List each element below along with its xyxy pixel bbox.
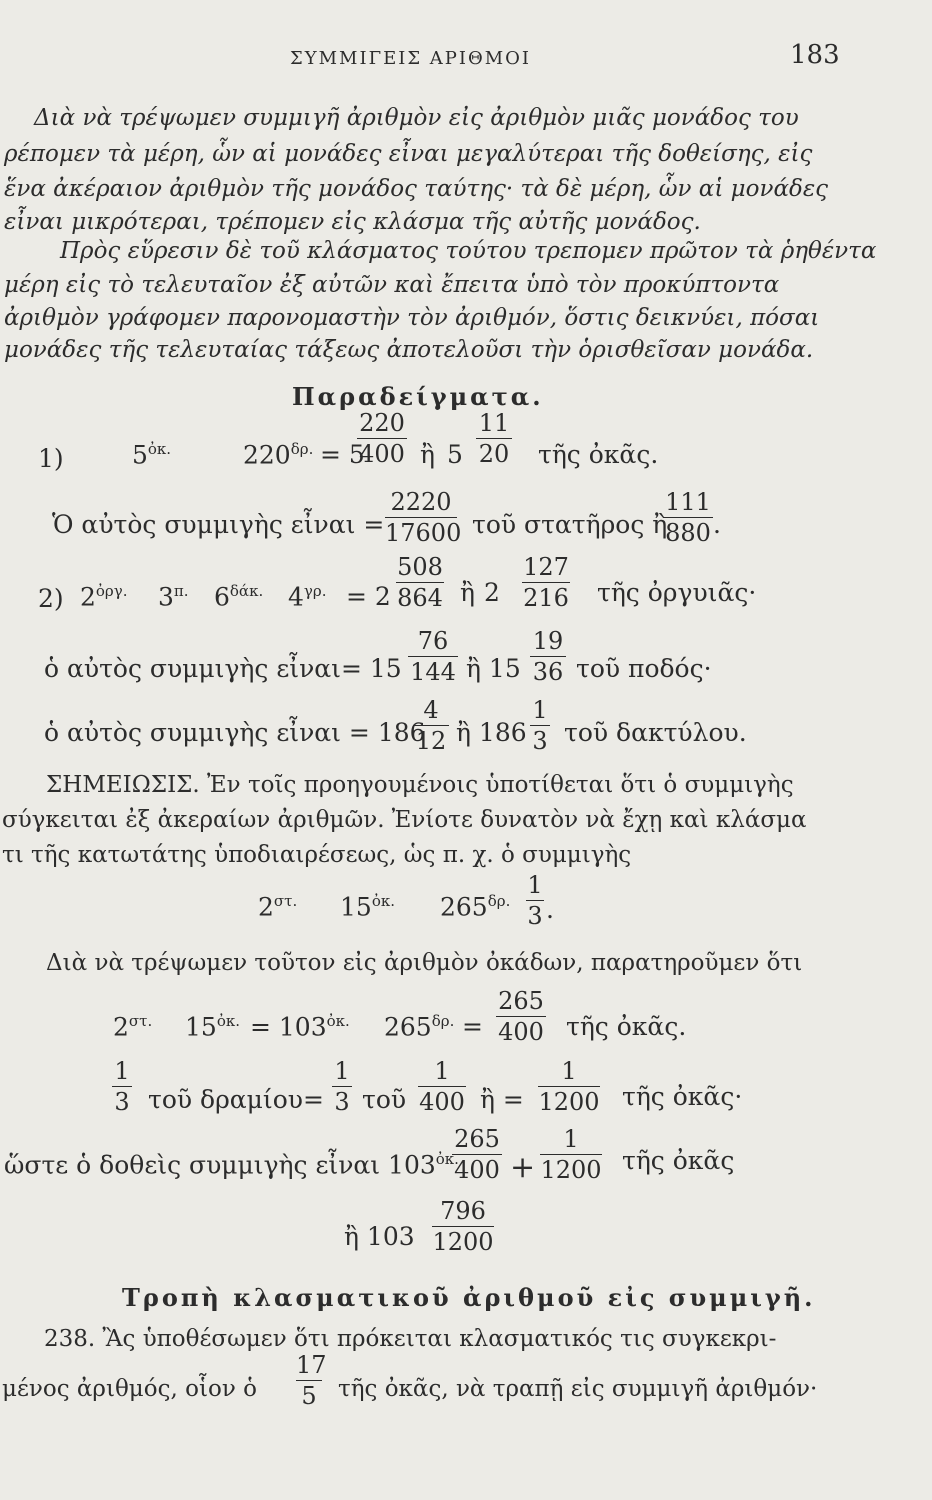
fraction: 76 144 — [408, 628, 458, 686]
text: τοῦ — [362, 1085, 407, 1114]
fraction: 111 880 — [663, 489, 713, 547]
equals-whole: = 2 — [346, 582, 391, 611]
fraction: 1 1200 — [540, 1125, 602, 1185]
text-line: εἶναι μικρότεραι, τρέπομεν εἰς κλάσμα τῆς αὐτῆς μονάδος. — [4, 209, 701, 235]
unit-text: τῆς ὀργυιᾶς· — [597, 578, 757, 607]
fraction: 1 3 — [332, 1058, 352, 1116]
unit-text: τοῦ δακτύλου. — [564, 718, 747, 747]
text: τοῦ δραμίου= — [148, 1085, 324, 1114]
plus-sign: + — [510, 1150, 536, 1185]
or: ἢ — [460, 578, 475, 607]
text-line: Διὰ νὰ τρέψωμεν συμμιγῆ ἀριθμὸν εἰς ἀριθμὸν μιᾶς μονάδος του — [34, 105, 799, 131]
whole-number: 5 — [447, 440, 463, 469]
fraction: 220 400 — [357, 410, 407, 468]
fraction: 1 3 — [527, 871, 543, 931]
fraction: 265 400 — [452, 1126, 502, 1184]
measure: $4^{\gamma\rho.}$ — [288, 582, 327, 612]
text-line: μέρη εἰς τὸ τελευταῖον ἐξ αὐτῶν καὶ ἔπειτα ὑπὸ τὸν προκύπτοντα — [4, 272, 780, 298]
unit-text: τῆς ὀκᾶς — [622, 1146, 735, 1175]
measure: $2^{\sigma\tau.}$ — [113, 1012, 153, 1042]
fraction: 1 1200 — [538, 1057, 600, 1117]
or-whole: ἢ 15 — [466, 654, 521, 683]
text-line: μονάδες τῆς τελευταίας τάξεως ἀποτελοῦσι τὴν ὁρισθεῖσαν μονάδα. — [4, 337, 814, 363]
text-line: ἀριθμὸν γράφομεν παρονομαστὴν τὸν ἀριθμόν, ὅστις δεικνύει, πόσαι — [4, 305, 820, 331]
measure: $15^{ὀ\kappa.}$ — [185, 1012, 240, 1042]
whole-number: 2 — [484, 578, 500, 607]
page-number: 183 — [790, 40, 840, 70]
fraction: 19 36 — [530, 628, 566, 686]
text-line: ἕνα ἀκέραιον ἀριθμὸν τῆς μονάδος ταύτης· τὰ δὲ μέρη, ὧν αἱ μονάδες — [4, 176, 829, 202]
text-line: Διὰ νὰ τρέψωμεν τοῦτον εἰς ἀριθμὸν ὀκάδων, παρατηροῦμεν ὅτι — [46, 950, 803, 976]
text-line: σύγκειται ἐξ ἀκεραίων ἀριθμῶν. Ἐνίοτε δυνατὸν νὰ ἔχῃ καὶ κλάσμα — [2, 807, 807, 833]
example-label: 2) — [38, 584, 64, 613]
measure: $3^{\pi.}$ — [158, 582, 189, 612]
measure: $2^{ὀ\rho\gamma.}$ — [80, 582, 128, 612]
section-heading: Τροπὴ κλασματικοῦ ἀριθμοῦ εἰς συμμιγῆ. — [122, 1283, 816, 1312]
fraction: 2220 17600 — [385, 488, 462, 548]
measure-drams: $220^{\delta\rho.}$ — [243, 440, 314, 470]
fraction: 127 216 — [523, 553, 569, 613]
text-line: μένος ἀριθμός, οἷον ὁ — [2, 1376, 257, 1402]
fraction: 1 400 — [419, 1057, 465, 1117]
measure: $265^{\delta\rho.}$ — [440, 892, 511, 922]
or-whole: ἢ 103 — [344, 1222, 415, 1251]
or-whole: ἢ 186 — [456, 718, 527, 747]
fraction: 265 400 — [496, 988, 546, 1046]
fraction: 1 3 — [112, 1058, 132, 1116]
measure: = $103^{ὀ\kappa.}$ — [250, 1012, 350, 1042]
unit-text: τῆς ὀκᾶς. — [538, 440, 659, 469]
fraction: 508 864 — [397, 553, 443, 613]
running-title: ΣΥΜΜΙΓΕΙΣ ΑΡΙΘΜΟΙ — [290, 48, 532, 69]
text-line: ρέπομεν τὰ μέρη, ὧν αἱ μονάδες εἶναι μεγαλύτεραι τῆς δοθείσης, εἰς — [4, 141, 813, 167]
text-line: ΣΗΜΕΙΩΣΙΣ. Ἐν τοῖς προηγουμένοις ὑποτίθεται ὅτι ὁ συμμιγὴς — [46, 772, 794, 798]
fraction: 1 3 — [530, 697, 550, 755]
equals: = — [462, 1012, 483, 1041]
punctuation: . — [713, 510, 721, 539]
unit-text: τῆς ὀκᾶς. — [566, 1012, 687, 1041]
fraction: 17 5 — [296, 1351, 327, 1411]
text: ἢ = — [480, 1085, 524, 1114]
text-line: Πρὸς εὕρεσιν δὲ τοῦ κλάσματος τούτου τρεπομεν πρῶτον τὰ ῥηθέντα — [60, 238, 877, 264]
unit-text: τοῦ ποδός· — [576, 654, 712, 683]
text-line: τῆς ὀκᾶς, νὰ τραπῇ εἰς συμμιγῆ ἀριθμόν· — [338, 1376, 818, 1402]
text: ὥστε ὁ δοθεὶς συμμιγὴς εἶναι $103^{ὀ\kappa.}$ — [4, 1150, 459, 1180]
examples-heading: Παραδείγματα. — [292, 382, 544, 411]
text: ὁ αὐτὸς συμμιγὴς εἶναι= 15 — [44, 654, 402, 683]
measure: $265^{\delta\rho.}$ — [384, 1012, 455, 1042]
equals-whole: = 5 — [320, 440, 365, 469]
or-whole: ἢ — [420, 440, 435, 469]
fraction: 11 20 — [476, 410, 512, 468]
text-line: τι τῆς κατωτάτης ὑποδιαιρέσεως, ὡς π. χ. ὁ συμμιγὴς — [2, 842, 632, 868]
text: ὁ αὐτὸς συμμιγὴς εἶναι = 186 — [44, 718, 426, 747]
text: Ὁ αὐτὸς συμμιγὴς εἶναι = — [52, 510, 385, 539]
fraction: 796 1200 — [432, 1197, 494, 1257]
measure: $15^{ὀ\kappa.}$ — [340, 892, 395, 922]
measure: $2^{\sigma\tau.}$ — [258, 892, 298, 922]
measure-okades: $5^{ὀ\kappa.}$ — [132, 440, 172, 470]
text: τοῦ στατῆρος ἢ — [472, 510, 668, 539]
measure: $6^{\delta ά\kappa.}$ — [214, 582, 264, 612]
page-header — [0, 38, 932, 78]
punctuation: . — [546, 895, 554, 924]
fraction: 4 12 — [413, 697, 449, 755]
text-line: 238. Ἂς ὑποθέσωμεν ὅτι πρόκειται κλασματικός τις συγκεκρι- — [44, 1326, 777, 1352]
unit-text: τῆς ὀκᾶς· — [622, 1082, 743, 1111]
example-label: 1) — [38, 444, 64, 473]
